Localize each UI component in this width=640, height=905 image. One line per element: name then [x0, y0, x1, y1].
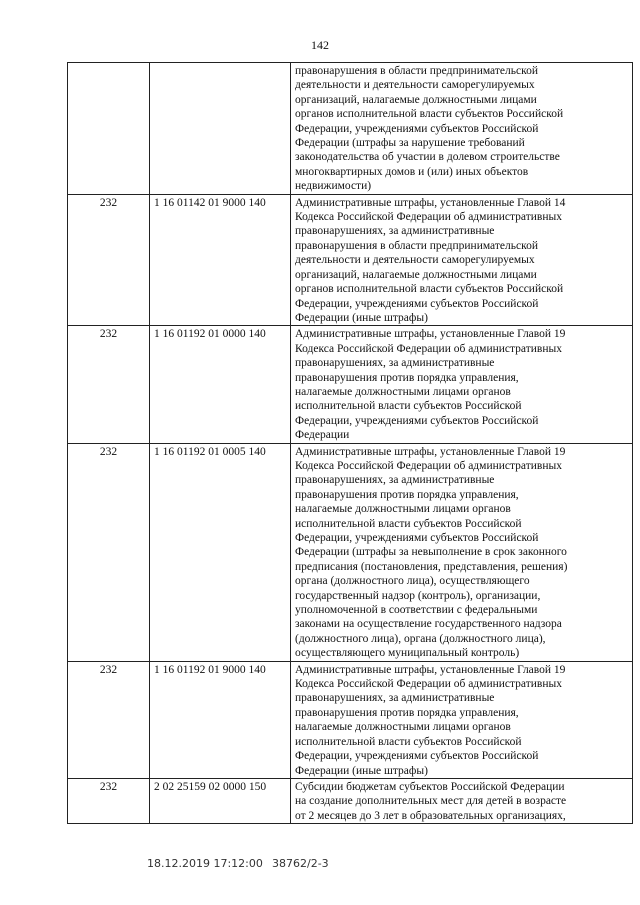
- description-line: Федерации, учреждениями субъектов Российской: [295, 532, 539, 544]
- description-line: правонарушениях, за административные: [295, 357, 495, 370]
- description-line: налагаемые должностными лицами органов: [295, 721, 511, 734]
- table-row: [68, 194, 633, 326]
- description-line: предписания (постановления, представления, решения): [295, 560, 568, 573]
- description-line: налагаемые должностными лицами органов: [295, 385, 511, 398]
- kbk-code-cell: 1 16 01192 01 0005 140: [150, 443, 291, 661]
- description-line: исполнительной власти субъектов Российской: [295, 735, 522, 748]
- description-line: Кодекса Российской Федерации об административных: [295, 678, 562, 691]
- kbk-code-cell: 1 16 01142 01 9000 140: [150, 194, 291, 326]
- description-line: на создание дополнительных мест для детей в возрасте: [295, 795, 567, 808]
- description-line: правонарушения против порядка управления,: [295, 488, 519, 501]
- description-line: государственный надзор (контроль), организации,: [295, 589, 541, 602]
- description-line: Административные штрафы, установленные Главой 14: [295, 196, 566, 209]
- description-line: правонарушениях, за административные: [295, 225, 495, 238]
- description-line: законодательства об участии в долевом строительстве: [295, 151, 560, 164]
- description-line: осуществляющего муниципальный контроль): [295, 647, 520, 660]
- description-line: Административные штрафы, установленные Главой 19: [295, 445, 566, 458]
- description-line: органа (должностного лица), осуществляющего: [295, 575, 530, 588]
- description-cell: [291, 443, 633, 661]
- description-line: организаций, налагаемые должностными лицами: [295, 268, 537, 281]
- description-line: Административные штрафы, установленные Главой 19: [295, 328, 566, 341]
- description-line: органов исполнительной власти субъектов Российской: [295, 108, 564, 121]
- description-line: правонарушениях, за административные: [295, 474, 495, 487]
- admin-code-cell: 232: [68, 443, 150, 661]
- description-line: правонарушениях, за административные: [295, 692, 495, 705]
- description-line: правонарушения против порядка управления,: [295, 371, 519, 384]
- admin-code-cell: 232: [68, 194, 150, 326]
- description-line: многоквартирных домов и (или) иных объектов: [295, 165, 529, 178]
- description-line: правонарушения против порядка управления,: [295, 706, 519, 719]
- description-line: исполнительной власти субъектов Российской: [295, 400, 522, 413]
- description-line: налагаемые должностными лицами органов: [295, 503, 511, 516]
- description-line: законами на осуществление государственного надзора: [295, 618, 562, 631]
- table-row: [68, 63, 633, 195]
- kbk-code-cell: 2 02 25159 02 0000 150: [150, 778, 291, 823]
- description-line: Административные штрафы, установленные Главой 19: [295, 663, 566, 676]
- table-row: [68, 326, 633, 443]
- description-line: исполнительной власти субъектов Российской: [295, 517, 522, 530]
- description-line: правонарушения в области предпринимательской: [295, 65, 538, 77]
- page-number: 142: [311, 38, 329, 52]
- kbk-code-cell: 1 16 01192 01 0000 140: [150, 326, 291, 443]
- kbk-code-cell: 1 16 01192 01 9000 140: [150, 661, 291, 778]
- description-line: правонарушения в области предпринимательской: [295, 239, 538, 252]
- description-line: Кодекса Российской Федерации об административных: [295, 459, 562, 472]
- description-line: Субсидии бюджетам субъектов Российской Федерации: [295, 780, 565, 793]
- description-line: Федерации (иные штрафы): [295, 311, 428, 324]
- table-row: [68, 443, 633, 661]
- table-row: [68, 778, 633, 823]
- description-line: недвижимости): [295, 180, 372, 193]
- description-line: деятельности и деятельности саморегулируемых: [295, 79, 535, 92]
- description-line: Федерации, учреждениями субъектов Российской: [295, 297, 539, 310]
- budget-table: [67, 62, 633, 824]
- description-cell: [291, 326, 633, 443]
- description-line: Федерации, учреждениями субъектов Российской: [295, 414, 539, 427]
- description-line: организаций, налагаемые должностными лицами: [295, 93, 537, 106]
- description-line: (должностного лица), органа (должностного лица),: [295, 632, 546, 645]
- kbk-code-cell: [150, 63, 291, 195]
- description-line: Федерации (штрафы за нарушение требований: [295, 137, 525, 150]
- admin-code-cell: 232: [68, 326, 150, 443]
- description-cell: [291, 63, 633, 195]
- table-row: [68, 661, 633, 778]
- description-line: Федерации: [295, 429, 350, 442]
- description-line: Кодекса Российской Федерации об административных: [295, 211, 562, 224]
- description-cell: [291, 661, 633, 778]
- admin-code-cell: [68, 63, 150, 195]
- description-line: Федерации, учреждениями субъектов Российской: [295, 750, 539, 763]
- description-line: Федерации, учреждениями субъектов Российской: [295, 122, 539, 135]
- description-line: уполномоченной в соответствии с федеральными: [295, 604, 538, 617]
- description-line: Федерации (иные штрафы): [295, 764, 428, 777]
- description-line: от 2 месяцев до 3 лет в образовательных организациях,: [295, 809, 566, 822]
- description-line: деятельности и деятельности саморегулируемых: [295, 254, 535, 267]
- description-line: органов исполнительной власти субъектов Российской: [295, 283, 564, 296]
- description-line: Федерации (штрафы за невыполнение в срок законного: [295, 546, 567, 559]
- admin-code-cell: 232: [68, 661, 150, 778]
- description-cell: [291, 778, 633, 823]
- description-cell: [291, 194, 633, 326]
- footer-date: 18.12.2019 17:12:00: [147, 857, 263, 870]
- budget-table-body: [68, 63, 633, 824]
- admin-code-cell: 232: [68, 778, 150, 823]
- description-line: Кодекса Российской Федерации об административных: [295, 342, 562, 355]
- footer-doc-id: 38762/2-3: [272, 857, 329, 870]
